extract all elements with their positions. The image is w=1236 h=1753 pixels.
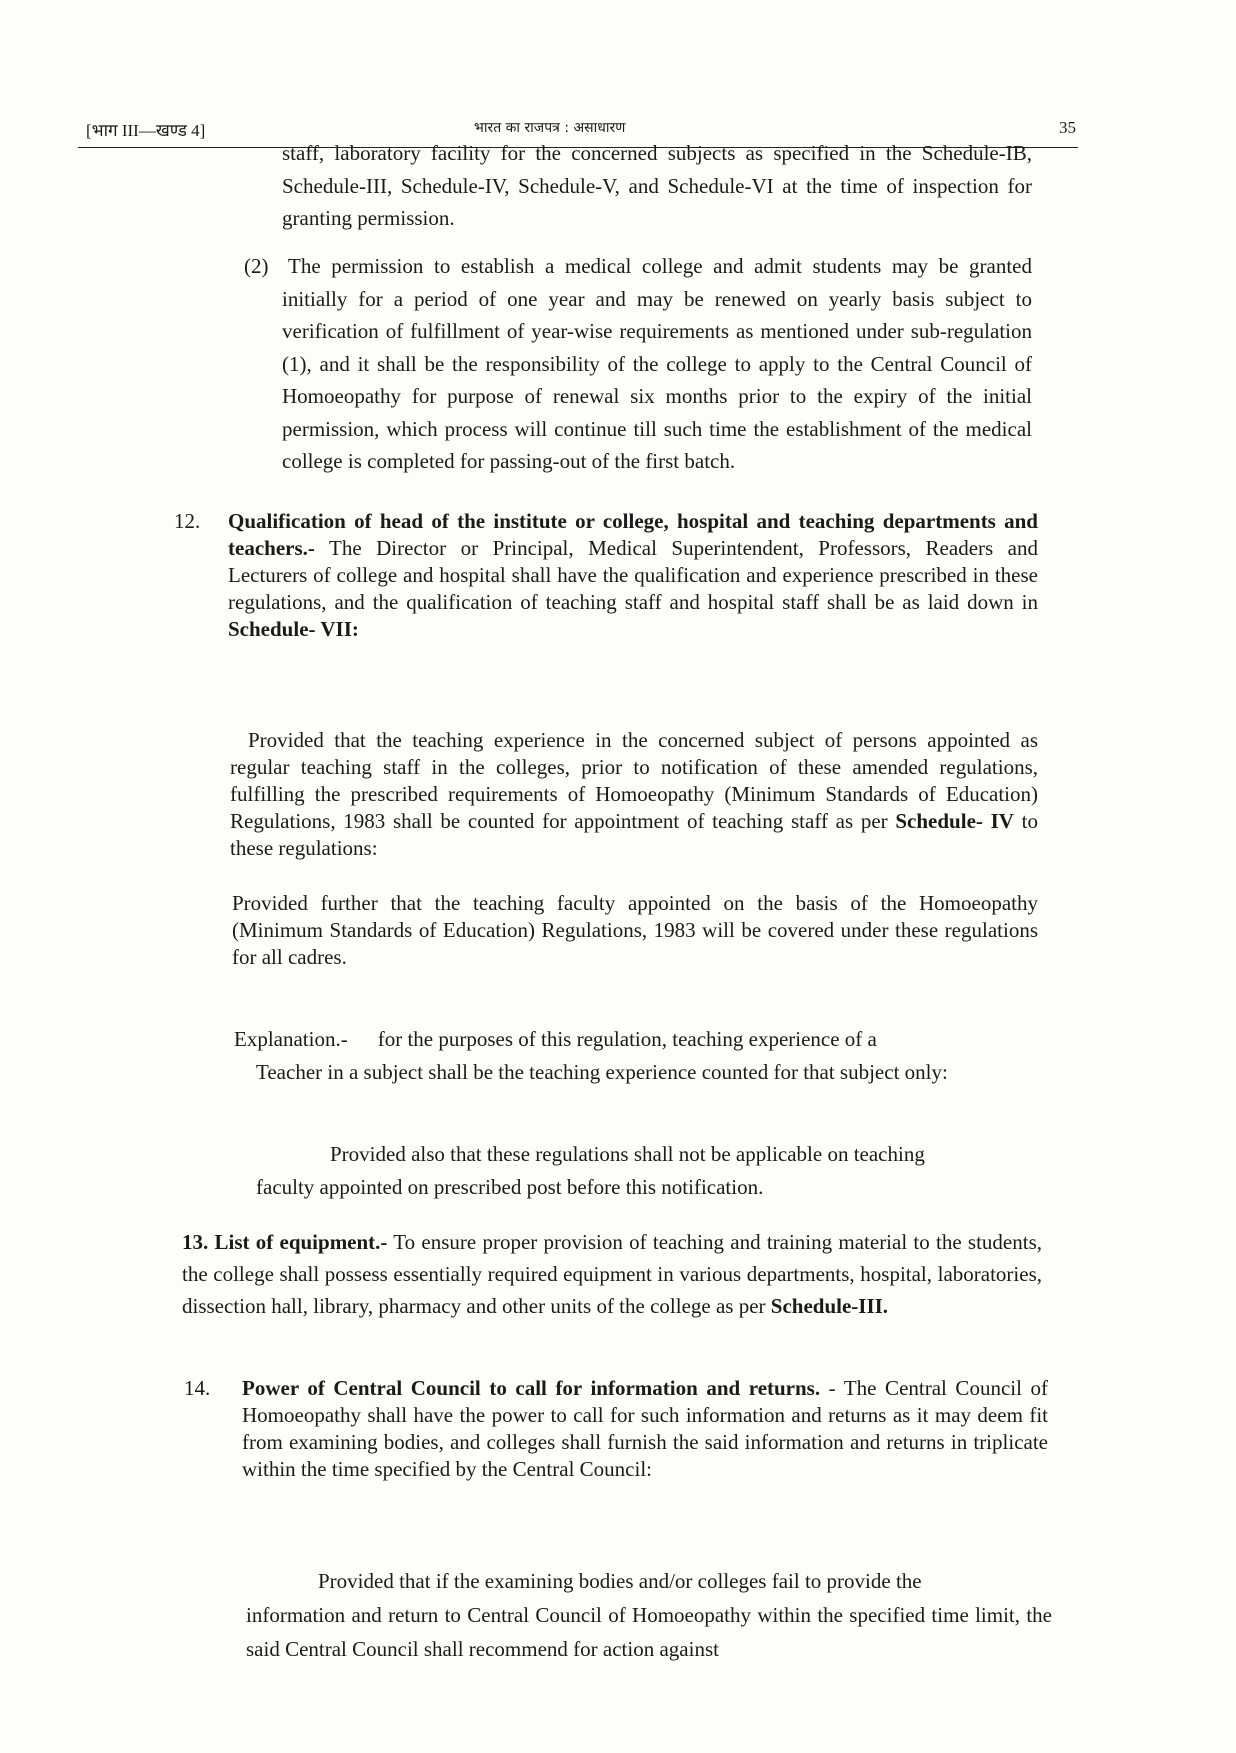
regulation-12-schedule: Schedule- VII:	[228, 617, 359, 641]
proviso-1-text-b: to these regulations:	[230, 809, 1038, 860]
regulation-12-heading: Qualification of head of the institute or college, hospital and teaching departments and teachers.-	[228, 509, 1038, 560]
regulation-14-proviso-first: Provided that if the examining bodies and/or colleges fail to provide the	[318, 1569, 922, 1593]
regulation-14-proviso-rest: information and return to Central Council of Homoeopathy within the specified time limit, the said Central Council shall recommend for action against	[246, 1603, 1052, 1661]
proviso-1-text-a: Provided that the teaching experience in the concerned subject of persons appointed as regular teaching staff in the colleges, prior to notification of these amended regulations, fulfilling the prescribed requirements of Homoeopathy (Minimum Standards of Education) Regulations, 1983 shall be counted for appointment of teaching staff as per	[230, 728, 1038, 833]
sub-regulation-2: The permission to establish a medical college and admit students may be granted initially for a period of one year and may be renewed on yearly basis subject to verification of fulfillment of year-wise requirements as mentioned under sub-regulation (1), and it shall be the responsibility of the college to apply to the Central Council of Homoeopathy for purpose of renewal six months prior to the expiry of the initial permission, which process will continue till such time the establishment of the medical college is completed for passing-out of the first batch.	[282, 254, 1032, 473]
regulation-12-proviso-3-first: Provided also that these regulations shall not be applicable on teaching	[330, 1142, 925, 1166]
regulation-12-text: The Director or Principal, Medical Superintendent, Professors, Readers and Lecturers of college and hospital shall have the qualification and experience prescribed in these regulations, and the qualification of teaching staff and hospital staff shall be as laid down in	[228, 536, 1038, 614]
proviso-1-schedule: Schedule- IV	[895, 809, 1014, 833]
part-section-label: [भाग III—खण्ड 4]	[86, 121, 206, 140]
page-number: 35	[1059, 118, 1076, 137]
regulation-14-number: 14.	[184, 1376, 211, 1400]
regulation-13-schedule: Schedule-III.	[770, 1294, 889, 1318]
gazette-title: भारत का राजपत्र : असाधारण	[474, 120, 626, 136]
explanation-rest: Teacher in a subject shall be the teaching experience counted for that subject only:	[256, 1060, 948, 1084]
explanation-label: Explanation.-	[234, 1027, 348, 1051]
regulation-14-body	[242, 1375, 1048, 1483]
regulation-12-body	[228, 508, 1038, 643]
explanation-first-line: for the purposes of this regulation, teaching experience of a	[377, 1027, 877, 1051]
regulation-12-proviso-2: Provided further that the teaching faculty appointed on the basis of the Homoeopathy (Minimum Standards of Education) Regulations, 1983 will be covered under these regulations for all cadres.	[232, 891, 1038, 969]
regulation-13	[182, 1226, 1042, 1322]
regulation-14-text: - The Central Council of Homoeopathy shall have the power to call for such information and returns as it may deem fit from examining bodies, and colleges shall furnish the said information and returns in triplicate within the time specified by the Central Council:	[242, 1376, 1048, 1481]
regulation-12-proviso-1	[230, 727, 1038, 862]
sub-regulation-marker: (2)	[244, 254, 269, 278]
regulation-12-number: 12.	[174, 509, 201, 533]
regulation-12-proviso-3-rest: faculty appointed on prescribed post before this notification.	[256, 1175, 764, 1199]
regulation-13-text: To ensure proper provision of teaching and training material to the students, the college shall possess essentially required equipment in various departments, hospital, laboratories, dissection hall, library, pharmacy and other units of the college as per	[182, 1230, 1042, 1318]
regulation-12-explanation	[234, 1023, 1034, 1056]
regulation-13-heading: 13. List of equipment.-	[182, 1230, 388, 1254]
regulation-14-heading: Power of Central Council to call for information and returns.	[242, 1376, 821, 1400]
paragraph-continuation: staff, laboratory facility for the concerned subjects as specified in the Schedule-IB, Schedule-III, Schedule-IV, Schedule-V, and Schedule-VI at the time of inspection for granting permission.	[282, 141, 1032, 230]
